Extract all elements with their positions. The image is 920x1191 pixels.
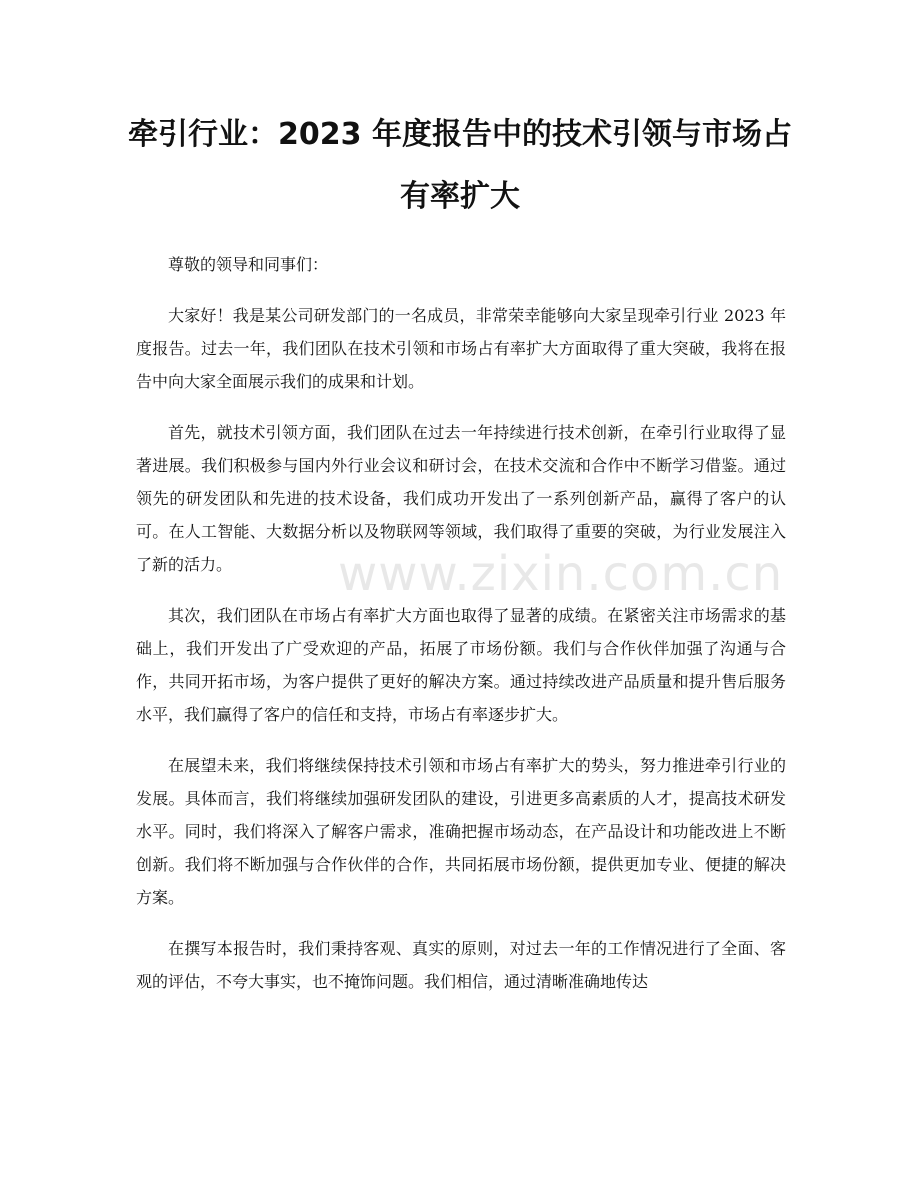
site-watermark: www.zixin.com.cn bbox=[338, 546, 784, 602]
paragraph-introduction: 大家好！我是某公司研发部门的一名成员，非常荣幸能够向大家呈现牵引行业 2023 年度报告。过去一年，我们团队在技术引领和市场占有率扩大方面取得了重大突破，我将在报告中向大家全面展示我们的成果和计划。 bbox=[136, 306, 786, 391]
document-title: 牵引行业：2023 年度报告中的技术引领与市场占有率扩大 bbox=[128, 117, 792, 214]
paragraph-technology: 首先，就技术引领方面，我们团队在过去一年持续进行技术创新，在牵引行业取得了显著进展。我们积极参与国内外行业会议和研讨会，在技术交流和合作中不断学习借鉴。通过领先的研发团队和先进的技术设备，我们成功开发出了一系列创新产品，赢得了客户的认可。在人工智能、大数据分析以及物联网等领域，我们取得了重要的突破，为行业发展注入了新的活力。 bbox=[136, 423, 786, 574]
paragraph-market: 其次，我们团队在市场占有率扩大方面也取得了显著的成绩。在紧密关注市场需求的基础上，我们开发出了广受欢迎的产品，拓展了市场份额。我们与合作伙伴加强了沟通与合作，共同开拓市场，为客户提供了更好的解决方案。通过持续改进产品质量和提升售后服务水平，我们赢得了客户的信任和支持，市场占有率逐步扩大。 bbox=[136, 606, 786, 724]
document-body bbox=[136, 248, 786, 1016]
paragraph-principles: 在撰写本报告时，我们秉持客观、真实的原则，对过去一年的工作情况进行了全面、客观的评估，不夸大事实，也不掩饰问题。我们相信，通过清晰准确地传达 bbox=[136, 939, 786, 991]
greeting-line: 尊敬的领导和同事们： bbox=[168, 255, 329, 274]
paragraph-outlook: 在展望未来，我们将继续保持技术引领和市场占有率扩大的势头，努力推进牵引行业的发展。具体而言，我们将继续加强研发团队的建设，引进更多高素质的人才，提高技术研发水平。同时，我们将深入了解客户需求，准确把握市场动态，在产品设计和功能改进上不断创新。我们将不断加强与合作伙伴的合作，共同拓展市场份额，提供更加专业、便捷的解决方案。 bbox=[136, 756, 786, 907]
